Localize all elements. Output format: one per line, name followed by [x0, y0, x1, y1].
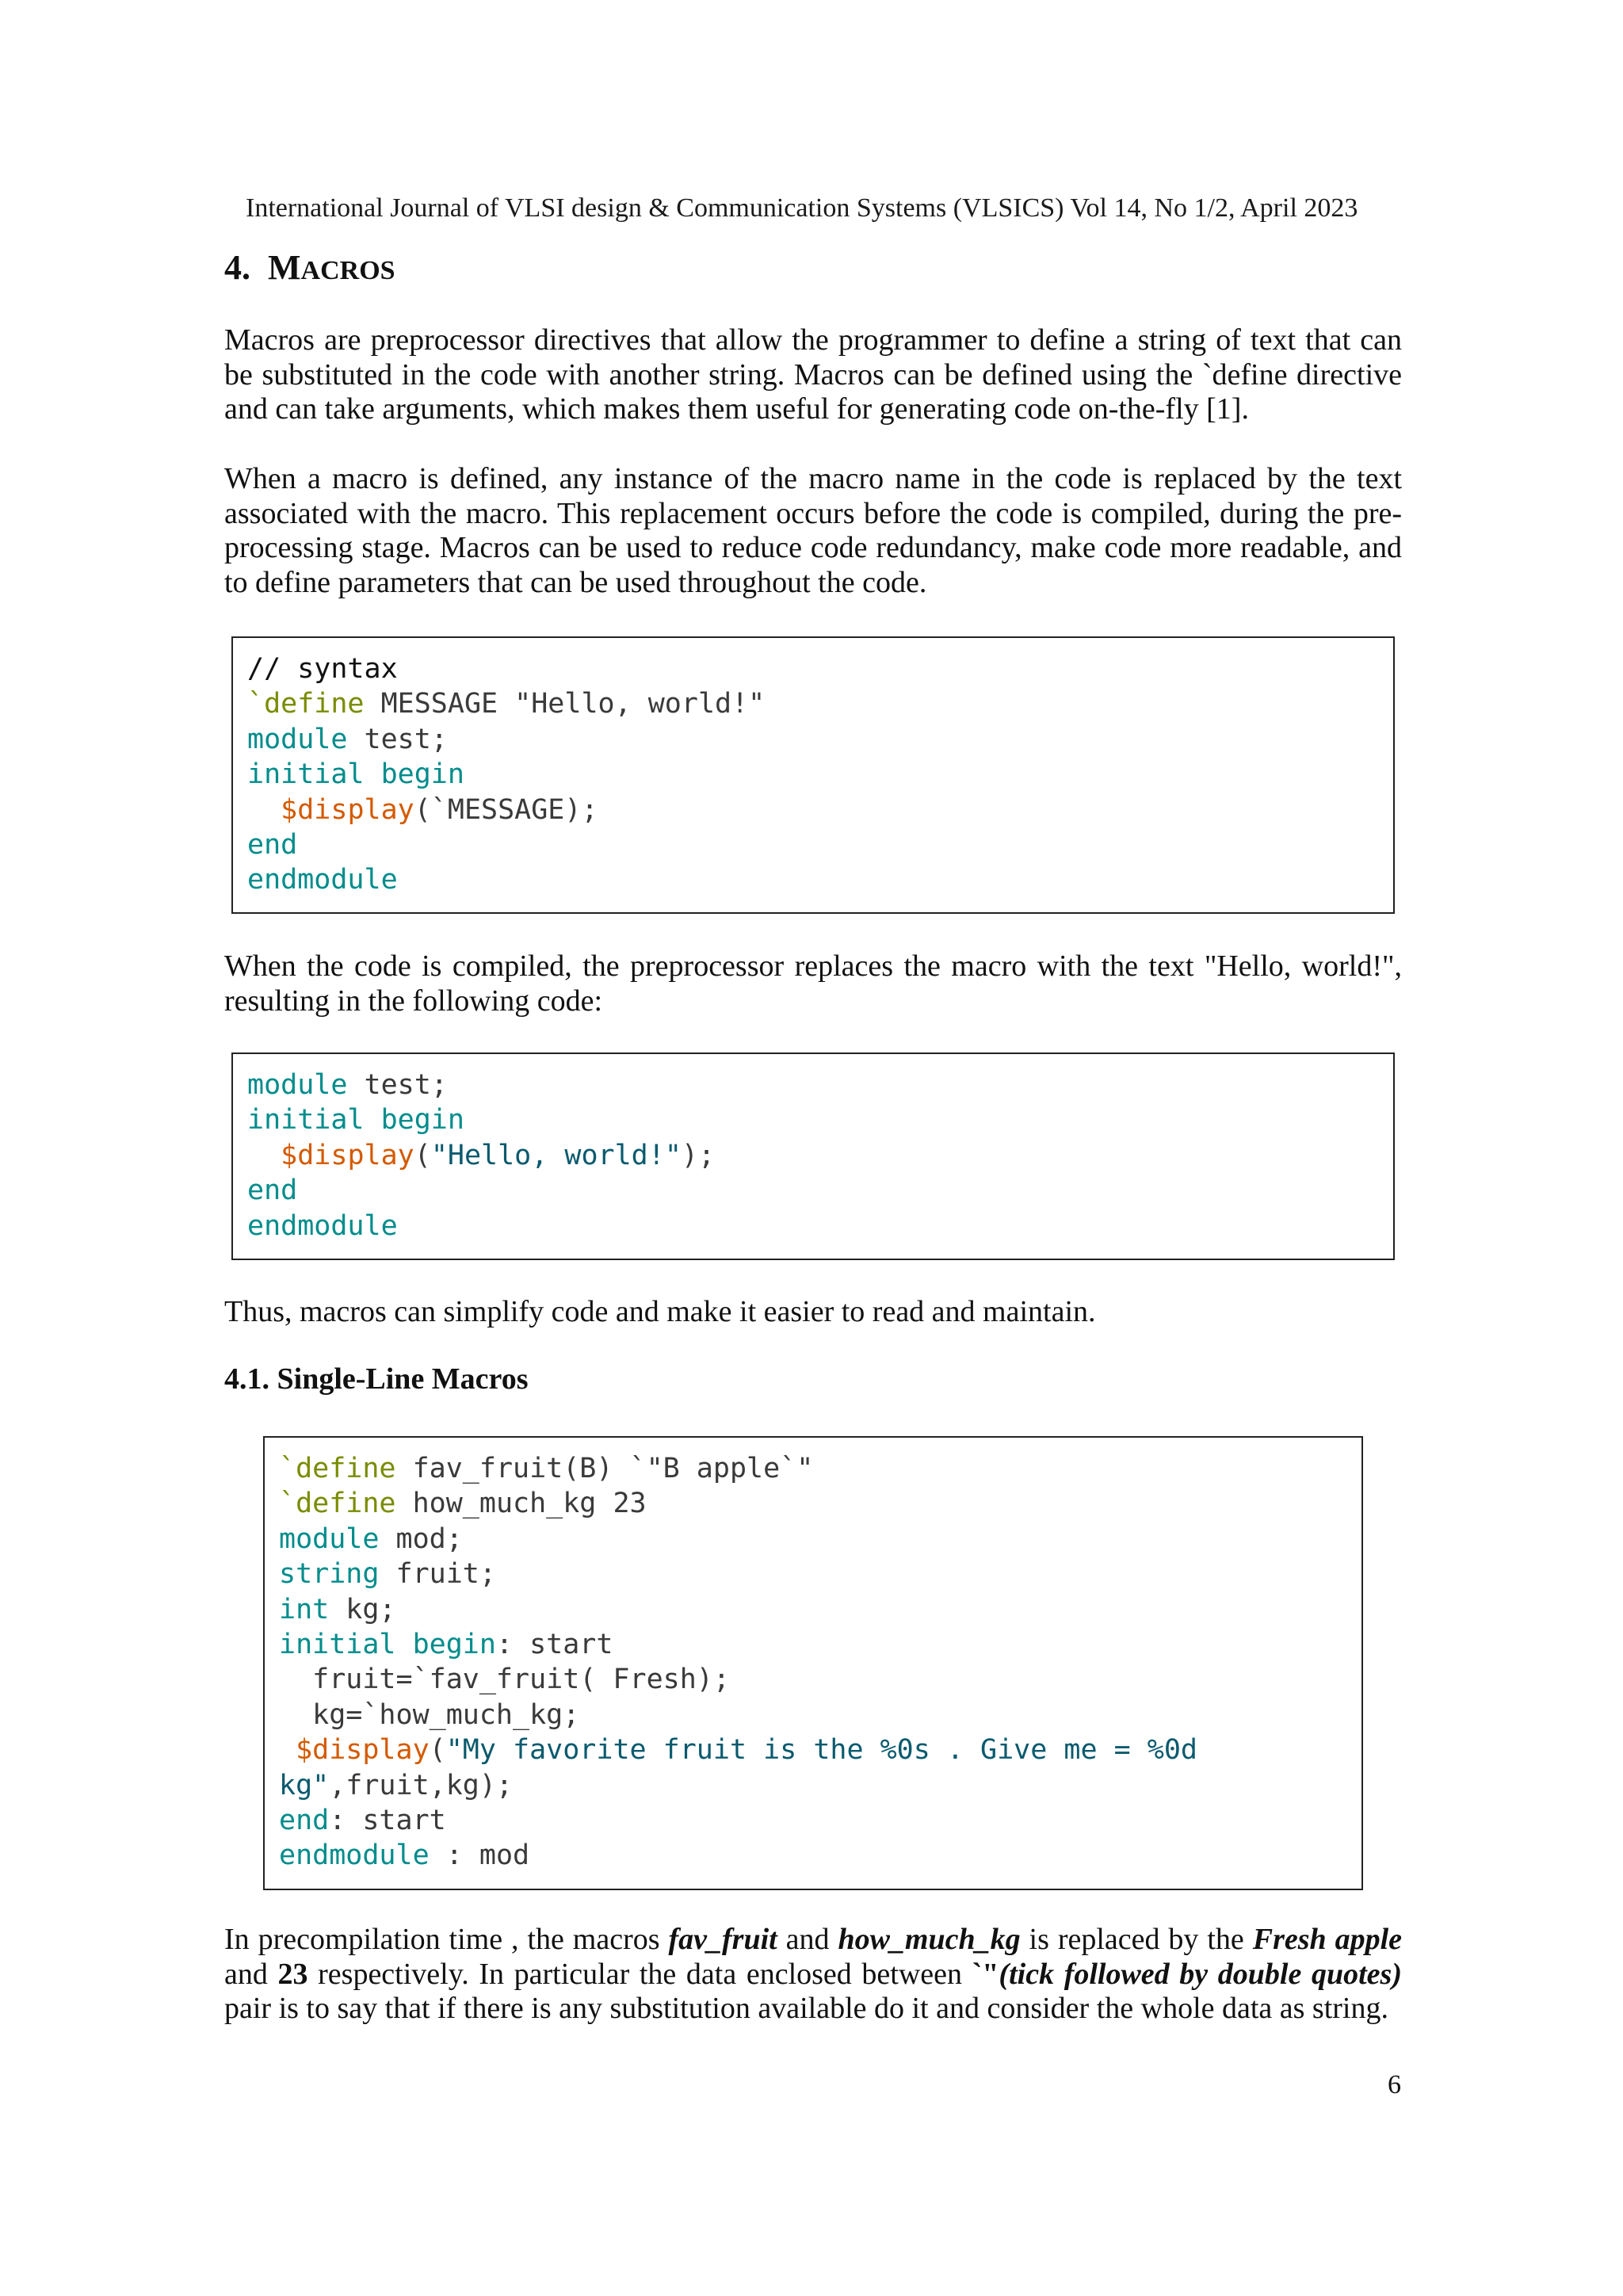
code-listing: `define fav_fruit(B) `"B apple`" `define how_much_kg 23 module mod; string fruit; int kg; initial begin: start fruit=`fav_fruit( Fresh); kg=`how_much_kg; $display("My favorite fruit is the %0s . Give me = %0d kg",fruit,kg); end: start endmodule : mod: [279, 1453, 1197, 1872]
subsection-heading: 4.1. Single-Line Macros: [224, 1362, 529, 1396]
section-number: 4.: [224, 248, 250, 287]
emphasis-tick-explanation: (tick followed by double quotes): [999, 1957, 1402, 1991]
code-block-syntax: [231, 636, 1395, 914]
paragraph-macro-replacement: When a macro is defined, any instance of the macro name in the code is replaced by the text associated with the macro. This replacement occurs before the code is compiled, during the pre-processing stage. Macros can be used to reduce code redundancy, make code more readable, and to define parameters that can be used throughout the code.: [224, 462, 1402, 599]
emphasis-fresh-apple: Fresh apple: [1252, 1923, 1402, 1956]
paragraph-macros-intro: Macros are preprocessor directives that allow the programmer to define a string of text that can be substituted in the code with another string. Macros can be defined using the `define directive and can take arguments, which makes them useful for generating code on-the-fly [1].: [224, 323, 1402, 426]
code-listing: // syntax `define MESSAGE "Hello, world!" module test; initial begin $display(`MESSAGE); end endmodule: [247, 653, 766, 896]
section-title-rest: ACROS: [300, 256, 395, 285]
paragraph-compiled-result: When the code is compiled, the preprocessor replaces the macro with the text "Hello, world!", resulting in the following code:: [224, 949, 1402, 1018]
code-block-expanded: [231, 1052, 1395, 1260]
paragraph-macros-summary: Thus, macros can simplify code and make it easier to read and maintain.: [224, 1295, 1096, 1328]
section-title-initial: M: [268, 248, 301, 287]
emphasis-tick-quote: `": [972, 1957, 999, 1991]
paragraph-precompilation: In precompilation time , the macros fav_fruit and how_much_kg is replaced by the Fresh apple and 23 respectively. In particular the data enclosed between `"(tick followed by double quotes) pair is to say that if there is any substitution available do it and consider the whole data as string.: [224, 1923, 1402, 2026]
emphasis-23: 23: [277, 1957, 308, 1991]
emphasis-how-much-kg: how_much_kg: [838, 1923, 1021, 1956]
code-block-single-line-macros: [263, 1436, 1363, 1890]
code-listing: module test; initial begin $display("Hello, world!"); end endmodule: [247, 1069, 716, 1242]
page-number: 6: [1388, 2070, 1401, 2099]
journal-header: International Journal of VLSI design & Communication Systems (VLSICS) Vol 14, No 1/2, April 2023: [246, 193, 1358, 223]
emphasis-fav-fruit: fav_fruit: [668, 1923, 777, 1956]
section-heading: [224, 247, 395, 288]
